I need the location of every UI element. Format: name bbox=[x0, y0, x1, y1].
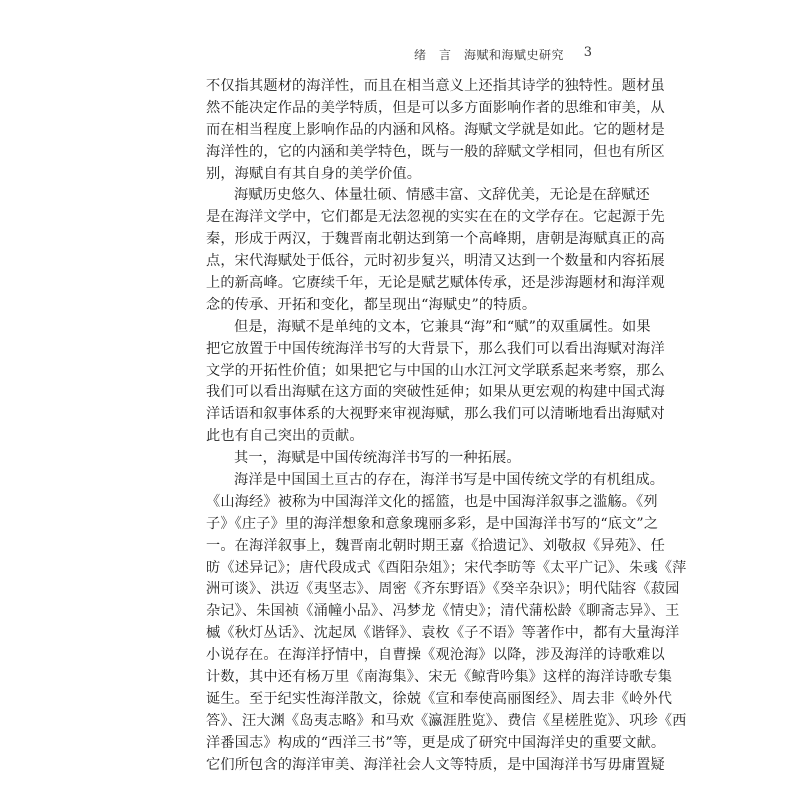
running-title: 绪 言 海赋和海赋史研究 bbox=[413, 48, 564, 62]
text-line: 一。在海洋叙事上，魏晋南北朝时期王嘉《拾遗记》、刘敬叔《异苑》、任 bbox=[206, 537, 665, 554]
text-line: 杂记》、朱国祯《涌幢小品》、冯梦龙《情史》；清代蒲松龄《聊斋志异》、王 bbox=[206, 603, 680, 620]
text-line: 别，海赋自有其自身的美学价值。 bbox=[206, 165, 422, 182]
text-line: 是在海洋文学中，它们都是无法忽视的实实在在的文学存在。它起源于先 bbox=[206, 209, 665, 226]
page-number: 3 bbox=[583, 45, 592, 60]
text-line: 海洋性的，它的内涵和美学特色，既与一般的辞赋文学相同，但也有所区 bbox=[206, 143, 665, 160]
text-line: 文学的开拓性价值；如果把它与中国的山水江河文学联系起来考察，那么 bbox=[206, 362, 665, 379]
text-line: 子》《庄子》里的海洋想象和意象瑰丽多彩，是中国海洋书写的“底文”之 bbox=[206, 515, 659, 532]
text-line: 昉《述异记》；唐代段成式《酉阳杂俎》；宋代李昉等《太平广记》、朱彧《萍 bbox=[206, 559, 687, 576]
text-line: 上的新高峰。它赓续千年，无论是赋艺赋体传承，还是涉海题材和海洋观 bbox=[206, 275, 665, 292]
text-line: 秦，形成于两汉，于魏晋南北朝达到第一个高峰期，唐朝是海赋真正的高 bbox=[206, 231, 665, 248]
text-line: 把它放置于中国传统海洋书写的大背景下，那么我们可以看出海赋对海洋 bbox=[206, 340, 665, 357]
text-line: 海洋是中国国土亘古的存在，海洋书写是中国传统文学的有机组成。 bbox=[234, 472, 665, 489]
text-line: 答》、汪大渊《岛夷志略》和马欢《瀛涯胜览》、费信《星槎胜览》、巩珍《西 bbox=[206, 712, 687, 729]
text-line: 念的传承、开拓和变化，都呈现出“海赋史”的特质。 bbox=[206, 296, 537, 313]
text-line: 其一，海赋是中国传统海洋书写的一种拓展。 bbox=[234, 450, 521, 467]
text-line: 不仅指其题材的海洋性，而且在相当意义上还指其诗学的独特性。题材虽 bbox=[206, 78, 665, 94]
text-line: 小说存在。在海洋抒情中，自曹操《观沧海》以降，涉及海洋的诗歌难以 bbox=[206, 647, 665, 664]
text-line: 我们可以看出海赋在这方面的突破性延伸；如果从更宏观的构建中国式海 bbox=[206, 384, 665, 401]
text-line: 洋话语和叙事体系的大视野来审视海赋，那么我们可以清晰地看出海赋对 bbox=[206, 406, 665, 423]
text-line: 计数，其中还有杨万里《南海集》、宋无《鲸背吟集》这样的海洋诗歌专集 bbox=[206, 669, 673, 686]
text-line: 诞生。至于纪实性海洋散文，徐兢《宣和奉使高丽图经》、周去非《岭外代 bbox=[206, 690, 673, 707]
text-line: 然不能决定作品的美学特质，但是可以多方面影响作者的思维和审美，从 bbox=[206, 99, 665, 116]
body-text bbox=[206, 76, 687, 777]
running-header bbox=[0, 44, 800, 64]
text-line: 槭《秋灯丛话》、沈起凤《谐铎》、袁枚《子不语》等著作中，都有大量海洋 bbox=[206, 625, 680, 642]
text-line: 海赋历史悠久、体量壮硕、情感丰富、文辞优美，无论是在辞赋还 bbox=[234, 187, 650, 204]
text-line: 《山海经》被称为中国海洋文化的摇篮，也是中国海洋叙事之滥觞。《列 bbox=[206, 493, 658, 510]
text-line: 而在相当程度上影响作品的内涵和风格。海赋文学就是如此。它的题材是 bbox=[206, 121, 665, 138]
text-line: 洋番国志》构成的“西洋三书”等，更是成了研究中国海洋史的重要文献。 bbox=[206, 734, 666, 751]
text-line: 洲可谈》、洪迈《夷坚志》、周密《齐东野语》《癸辛杂识》；明代陆容《菽园 bbox=[206, 581, 680, 598]
text-line: 此也有自己突出的贡献。 bbox=[206, 428, 364, 445]
text-line: 点，宋代海赋处于低谷，元时初步复兴，明清又达到一个数量和内容拓展 bbox=[206, 253, 665, 270]
text-line: 但是，海赋不是单纯的文本，它兼具“海”和“赋”的双重属性。如果 bbox=[234, 318, 651, 335]
text-line: 它们所包含的海洋审美、海洋社会人文等特质，是中国海洋书写毋庸置疑 bbox=[206, 756, 665, 773]
